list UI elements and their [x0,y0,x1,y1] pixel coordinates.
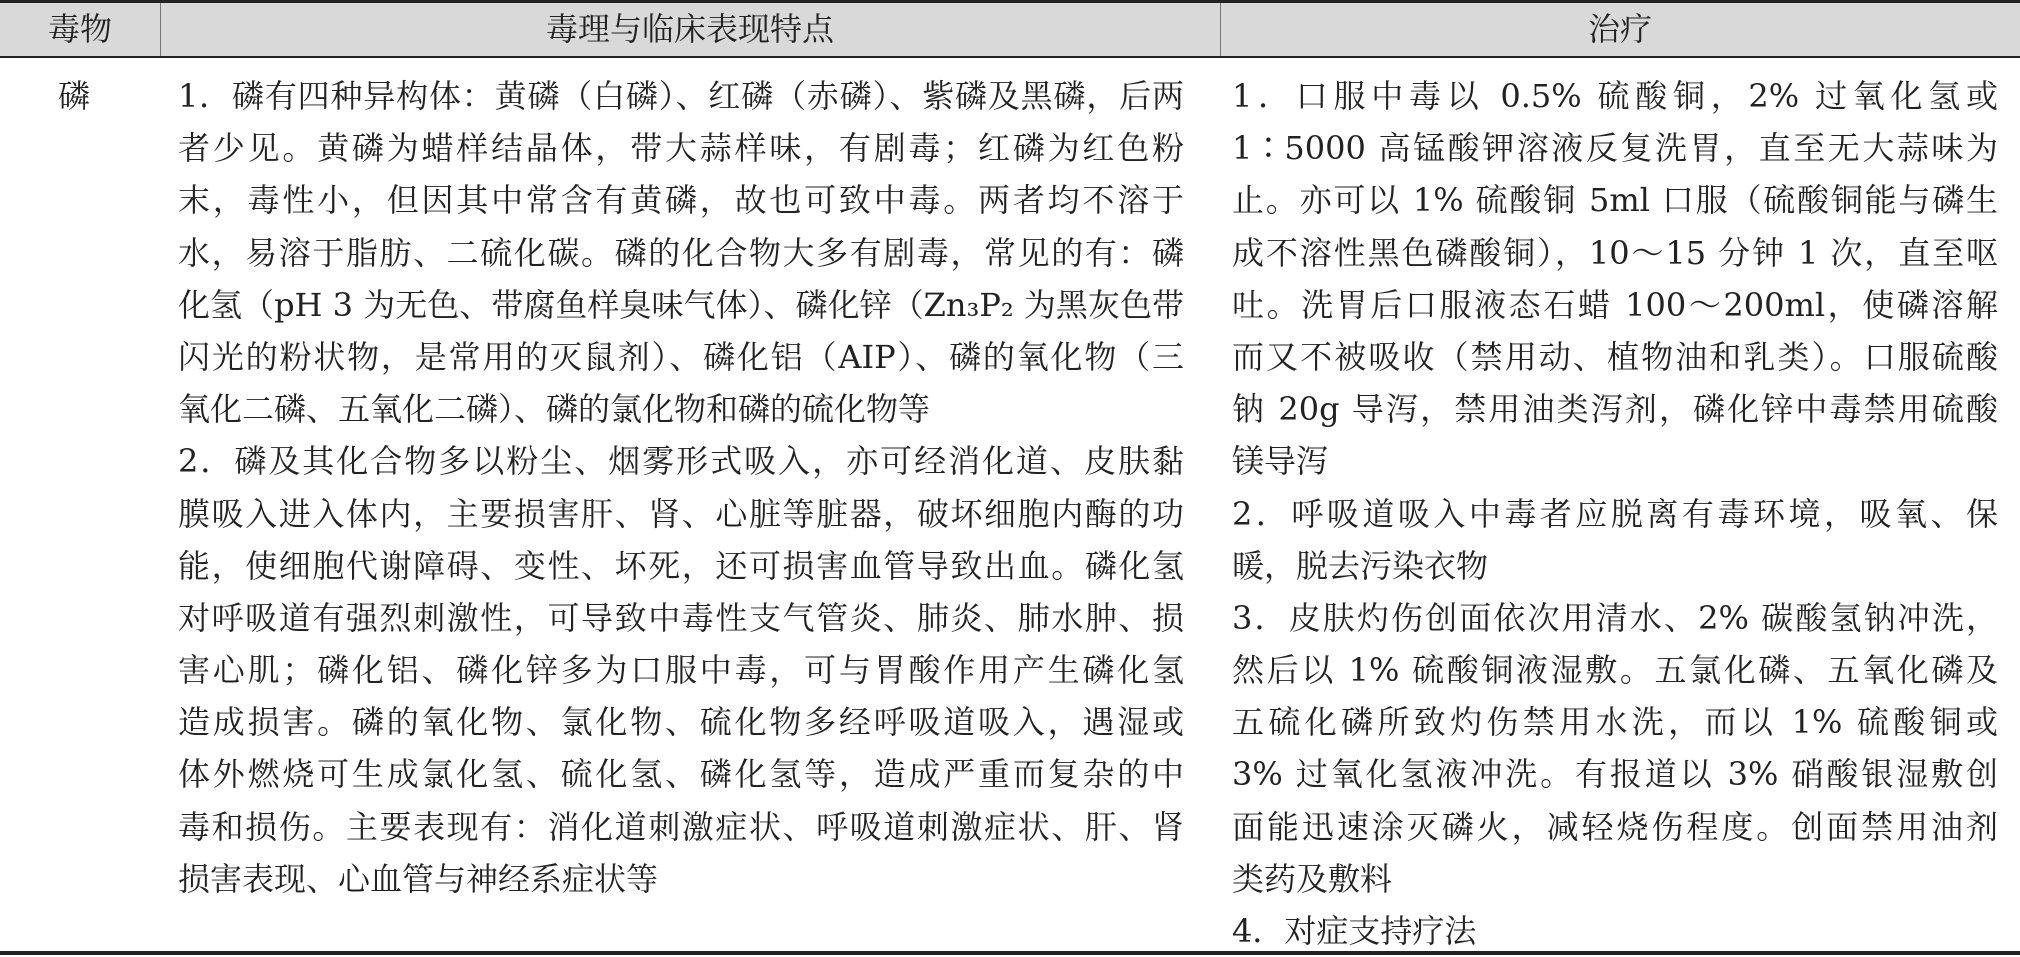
text-line: 五硫化磷所致灼伤禁用水洗，而以 1% 硫酸铜或 [1232,703,1998,742]
text-line: 损害表现、心血管与神经系症状等 [178,859,659,898]
treatment-cell [1232,70,1998,957]
text-line: 1．磷有四种异构体：黄磷（白磷）、红磷（赤磷）、紫磷及黑磷，后两 [178,77,1184,115]
text-line: 毒和损伤。主要表现有：消化道刺激症状、呼吸道刺激症状、肝、肾 [178,807,1184,846]
text-line: 膜吸入进入体内，主要损害肝、肾、心脏等脏器，破坏细胞内酶的功 [178,494,1184,533]
header-poison: 毒物 [47,10,112,48]
text-line: 造成损害。磷的氧化物、氯化物、硫化物多经呼吸道吸入，遇湿或 [178,703,1184,742]
text-line: 1∶5000 高锰酸钾溶液反复洗胃，直至无大蒜味为 [1232,129,1998,168]
text-line: 者少见。黄磷为蜡样结晶体，带大蒜样味，有剧毒；红磷为红色粉 [178,129,1184,168]
text-line: 止。亦可以 1% 硫酸铜 5ml 口服（硫酸铜能与磷生 [1232,181,1998,220]
text-line: 3% 过氧化氢液冲洗。有报道以 3% 硝酸银湿敷创 [1232,755,1998,794]
text-line: 类药及敷料 [1232,859,1393,898]
text-line: 化氢（pH 3 为无色、带腐鱼样臭味气体）、磷化锌（Zn₃P₂ 为黑灰色带 [178,285,1184,324]
text-line: 4．对症支持疗法 [1232,912,1477,950]
table-bottom-rule [0,951,2020,955]
text-line: 暖，脱去污染衣物 [1232,546,1489,585]
poison-name-cell: 磷 [58,77,91,115]
text-line: 对呼吸道有强烈刺激性，可导致中毒性支气管炎、肺炎、肺水肿、损 [178,598,1184,637]
text-line: 1．口服中毒以 0.5% 硫酸铜，2% 过氧化氢或 [1232,77,1998,115]
text-line: 镁导泻 [1232,442,1329,481]
text-line: 3．皮肤灼伤创面依次用清水、2% 碳酸氢钠冲洗， [1232,598,1998,637]
text-line: 钠 20g 导泻，禁用油类泻剂，磷化锌中毒禁用硫酸 [1232,390,1998,429]
text-line: 害心肌；磷化铝、磷化锌多为口服中毒，可与胃酸作用产生磷化氢 [178,651,1184,690]
text-line: 2．磷及其化合物多以粉尘、烟雾形式吸入，亦可经消化道、皮肤黏 [178,442,1184,481]
text-line: 末，毒性小，但因其中常含有黄磷，故也可致中毒。两者均不溶于 [178,181,1184,220]
text-line: 体外燃烧可生成氯化氢、硫化氢、磷化氢等，造成严重而复杂的中 [178,755,1184,794]
text-line: 而又不被吸收（禁用动、植物油和乳类）。口服硫酸 [1232,337,1998,376]
text-line: 面能迅速涂灭磷火，减轻烧伤程度。创面禁用油剂 [1232,807,1998,846]
text-line: 成不溶性黑色磷酸铜），10～15 分钟 1 次，直至呕 [1232,233,1998,272]
text-line: 然后以 1% 硫酸铜液湿敷。五氯化磷、五氧化磷及 [1232,651,1998,690]
header-toxicology: 毒理与临床表现特点 [545,10,834,48]
text-line: 2．呼吸道吸入中毒者应脱离有毒环境，吸氧、保 [1232,494,1998,533]
text-line: 能，使细胞代谢障碍、变性、坏死，还可损害血管导致出血。磷化氢 [178,546,1184,585]
table-row [0,58,2020,953]
text-line: 闪光的粉状物，是常用的灭鼠剂）、磷化铝（AIP）、磷的氧化物（三 [178,337,1184,376]
table-header [0,0,2020,58]
text-line: 水，易溶于脂肪、二硫化碳。磷的化合物大多有剧毒，常见的有：磷 [178,233,1184,272]
header-treatment: 治疗 [1587,10,1652,48]
text-line: 氧化二磷、五氧化二磷）、磷的氯化物和磷的硫化物等 [178,390,931,429]
text-line: 吐。洗胃后口服液态石蜡 100～200ml，使磷溶解 [1232,285,1998,324]
toxicology-cell [178,70,1184,905]
